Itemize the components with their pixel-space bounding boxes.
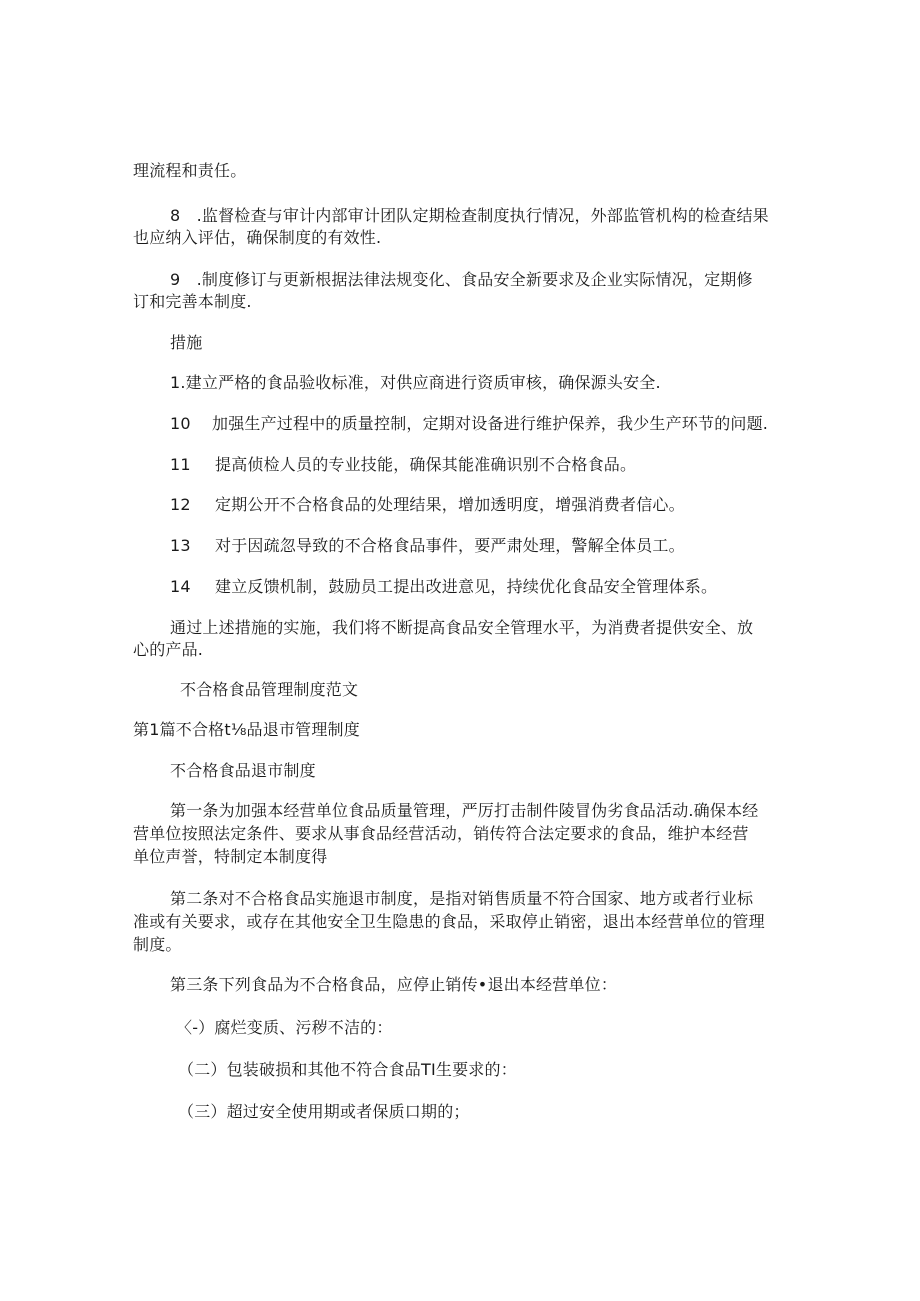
measure-text: 提高侦检人员的专业技能，确保其能准确识别不合格食品。 bbox=[215, 455, 637, 474]
chapter-title: 第1篇不合格t⅛品退市管理制度 bbox=[133, 720, 360, 739]
section-title: 不合格食品管理制度范文 bbox=[180, 680, 359, 699]
article-1-line-3: 单位声誉，特制定本制度得 bbox=[133, 847, 328, 866]
article-1-line-1: 第一条为加强本经营单位食品质量管理，严厉打击制件陵冒伪劣食品活动.确保本经 bbox=[170, 801, 759, 820]
measure-text: 对于因疏忽导致的不合格食品事件，要严肃处理，警解全体员工。 bbox=[215, 536, 685, 555]
clause-1: 〈-）腐烂变质、污秽不洁的： bbox=[176, 1018, 393, 1037]
measure-10 bbox=[170, 413, 768, 435]
clause-2: （二）包装破损和其他不符合食品TI生要求的： bbox=[178, 1060, 517, 1079]
article-2-line-1: 第二条对不合格食品实施退市制度，是指对销售质量不符合国家、地方或者行业标 bbox=[170, 889, 754, 908]
measure-text: 加强生产过程中的质量控制，定期对设备进行维护保养，我少生产环节的问题. bbox=[212, 414, 769, 433]
item-9-line-2: 订和完善本制度. bbox=[133, 292, 252, 311]
conclusion-line-1: 通过上述措施的实施，我们将不断提高食品安全管理水平，为消费者提供安全、放 bbox=[170, 618, 754, 637]
measure-number: 10 bbox=[170, 414, 191, 433]
measure-number: 14 bbox=[170, 577, 191, 596]
article-2-line-3: 制度。 bbox=[133, 935, 182, 954]
measure-13 bbox=[170, 535, 685, 557]
conclusion-line-2: 心的产品. bbox=[133, 640, 204, 659]
measure-text: 建立反馈机制，鼓励员工提出改进意见，持续优化食品安全管理体系。 bbox=[215, 577, 718, 596]
item-8-line-1: 8 .监督检查与审计内部审计团队定期检查制度执行情况，外部监管机构的检查结果 bbox=[170, 206, 769, 225]
measure-number: 13 bbox=[170, 536, 191, 555]
measure-14 bbox=[170, 576, 717, 598]
measure-1: 1.建立严格的食品验收标准，对供应商进行资质审核，确保源头安全. bbox=[170, 373, 661, 392]
measure-number: 12 bbox=[170, 495, 191, 514]
measure-12 bbox=[170, 494, 685, 516]
intro-tail-text: 理流程和责任。 bbox=[133, 161, 247, 180]
article-3: 第三条下列食品为不合格食品，应停止销传•退出本经营单位： bbox=[170, 975, 618, 994]
clause-3: （三）超过安全使用期或者保质口期的； bbox=[178, 1102, 470, 1121]
measure-11 bbox=[170, 454, 636, 476]
item-8-line-2: 也应纳入评估，确保制度的有效性. bbox=[133, 228, 382, 247]
article-1-line-2: 营单位按照法定条件、要求从事食品经营活动，销传符合法定要求的食品，维护本经营 bbox=[133, 824, 749, 843]
measure-text: 定期公开不合格食品的处理结果，增加透明度，增强消费者信心。 bbox=[215, 495, 685, 514]
article-2-line-2: 准或有关要求，或存在其他安全卫生隐患的食品，采取停止销密，退出本经营单位的管理 bbox=[133, 912, 765, 931]
item-9-line-1: 9 .制度修订与更新根据法律法规变化、食品安全新要求及企业实际情况，定期修 bbox=[170, 270, 753, 289]
sub-title: 不合格食品退市制度 bbox=[170, 761, 316, 780]
measures-heading: 措施 bbox=[170, 333, 203, 352]
measure-number: 11 bbox=[170, 455, 191, 474]
